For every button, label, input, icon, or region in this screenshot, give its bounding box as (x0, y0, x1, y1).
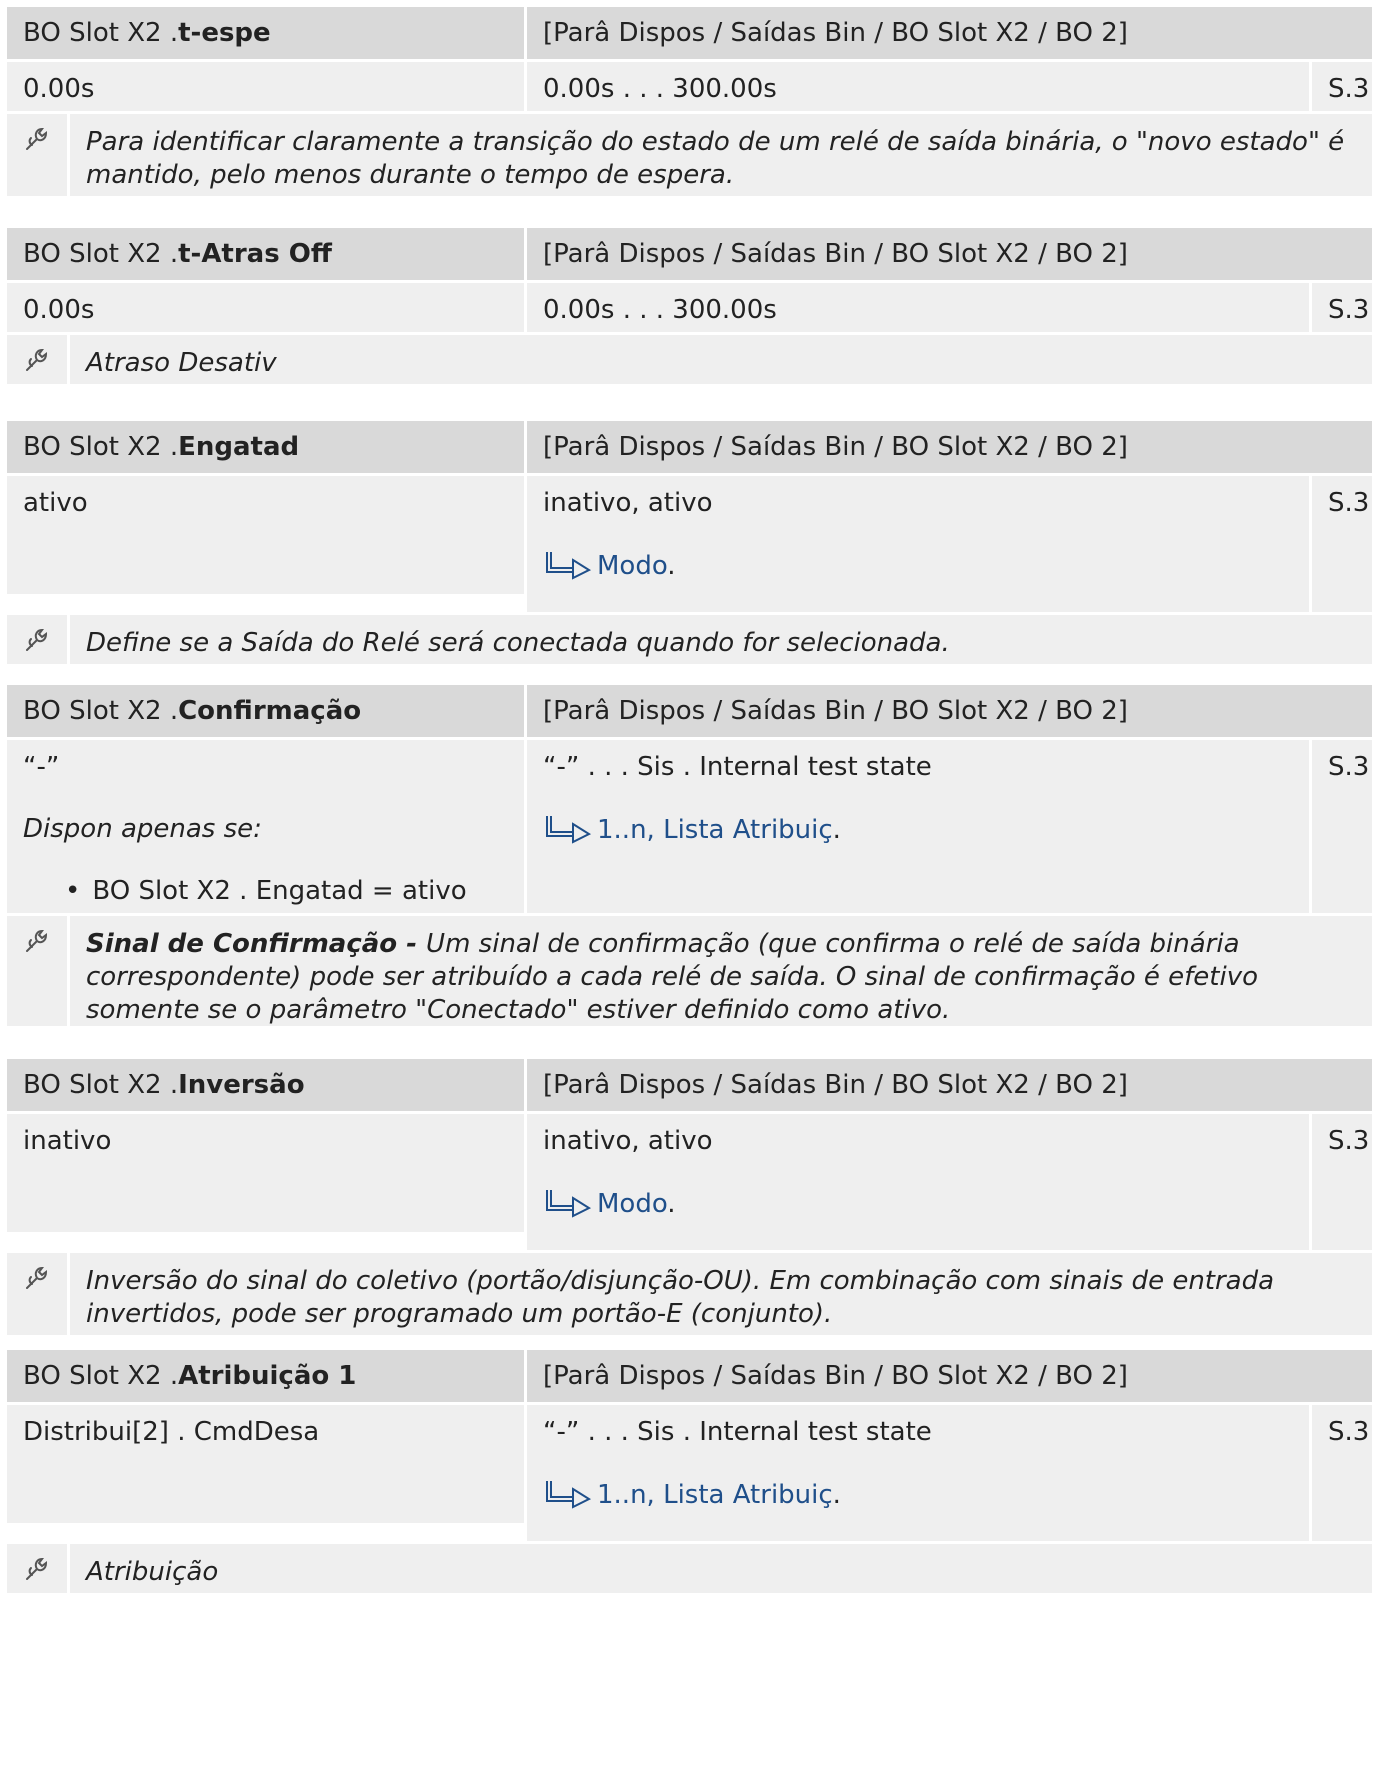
param-default: ativo (7, 476, 524, 594)
param-setting: S.3 (1312, 283, 1372, 332)
param-setting: S.3 (1312, 476, 1372, 612)
link-arrow-icon (543, 1479, 595, 1509)
mode-link[interactable]: Modo (543, 1189, 667, 1219)
param-default: “-” Dispon apenas se: • BO Slot X2 . Engatad = ativo (7, 740, 524, 913)
param-block-confirmacao (7, 685, 1372, 1026)
param-description: Define se a Saída do Relé será conectada quando for selecionada. (70, 615, 1372, 664)
param-title: BO Slot X2 . t-Atras Off (7, 228, 524, 280)
wrench-icon (7, 1544, 67, 1593)
param-description: Para identificar claramente a transição do estado de um relé de saída binária, o "novo estado" é mantido, pelo menos durante o tempo de espera. (70, 114, 1372, 196)
param-default: inativo (7, 1114, 524, 1232)
param-range: inativo, ativo Modo. (527, 1114, 1309, 1250)
link-arrow-icon (543, 550, 595, 580)
availability-label: Dispon apenas se: (23, 814, 262, 844)
param-title: BO Slot X2 . Engatad (7, 421, 524, 473)
wrench-icon (7, 615, 67, 664)
param-path: [Parâ Dispos / Saídas Bin / BO Slot X2 / BO 2] (527, 1059, 1372, 1111)
param-default: 0.00s (7, 62, 524, 111)
param-setting: S.3 (1312, 740, 1372, 913)
param-setting: S.3 (1312, 1405, 1372, 1541)
param-range: 0.00s . . . 300.00s (527, 62, 1309, 111)
param-block-t-espe (7, 7, 1372, 196)
param-default: 0.00s (7, 283, 524, 332)
param-title: BO Slot X2 . Confirmação (7, 685, 524, 737)
param-block-engatad (7, 421, 1372, 664)
param-description: Atribuição (70, 1544, 1372, 1593)
param-title: BO Slot X2 . Atribuição 1 (7, 1350, 524, 1402)
link-arrow-icon (543, 814, 595, 844)
link-arrow-icon (543, 1188, 595, 1218)
assignment-list-link[interactable]: 1..n, Lista Atribuiç (543, 815, 833, 845)
param-path: [Parâ Dispos / Saídas Bin / BO Slot X2 / BO 2] (527, 228, 1372, 280)
param-block-t-atras-off (7, 228, 1372, 384)
param-description: Sinal de Confirmação - Um sinal de confirmação (que confirma o relé de saída binária correspondente) pode ser atribuído a cada relé de saída. O sinal de confirmação é efetivo somente se o parâmetro "Conectado" estiver definido como ativo. (70, 916, 1372, 1026)
wrench-icon (7, 114, 67, 196)
mode-link[interactable]: Modo (543, 551, 667, 581)
param-path: [Parâ Dispos / Saídas Bin / BO Slot X2 / BO 2] (527, 7, 1372, 59)
param-setting: S.3 (1312, 1114, 1372, 1250)
assignment-list-link[interactable]: 1..n, Lista Atribuiç (543, 1480, 833, 1510)
param-setting: S.3 (1312, 62, 1372, 111)
param-title: BO Slot X2 . t-espe (7, 7, 524, 59)
param-range: 0.00s . . . 300.00s (527, 283, 1309, 332)
param-block-atribuicao-1 (7, 1350, 1372, 1593)
param-default: Distribui[2] . CmdDesa (7, 1405, 524, 1523)
param-path: [Parâ Dispos / Saídas Bin / BO Slot X2 / BO 2] (527, 421, 1372, 473)
param-range: inativo, ativo Modo. (527, 476, 1309, 612)
param-title: BO Slot X2 . Inversão (7, 1059, 524, 1111)
availability-condition: • BO Slot X2 . Engatad = ativo (23, 876, 524, 938)
wrench-icon (7, 335, 67, 384)
param-path: [Parâ Dispos / Saídas Bin / BO Slot X2 / BO 2] (527, 685, 1372, 737)
wrench-icon (7, 1253, 67, 1335)
param-path: [Parâ Dispos / Saídas Bin / BO Slot X2 / BO 2] (527, 1350, 1372, 1402)
param-block-inversao (7, 1059, 1372, 1335)
param-description: Atraso Desativ (70, 335, 1372, 384)
param-range: “-” . . . Sis . Internal test state 1..n, Lista Atribuiç. (527, 1405, 1309, 1541)
param-range: “-” . . . Sis . Internal test state 1..n, Lista Atribuiç. (527, 740, 1309, 913)
param-description: Inversão do sinal do coletivo (portão/disjunção-OU). Em combinação com sinais de entrada invertidos, pode ser programado um portão-E (conjunto). (70, 1253, 1372, 1335)
wrench-icon (7, 916, 67, 1026)
